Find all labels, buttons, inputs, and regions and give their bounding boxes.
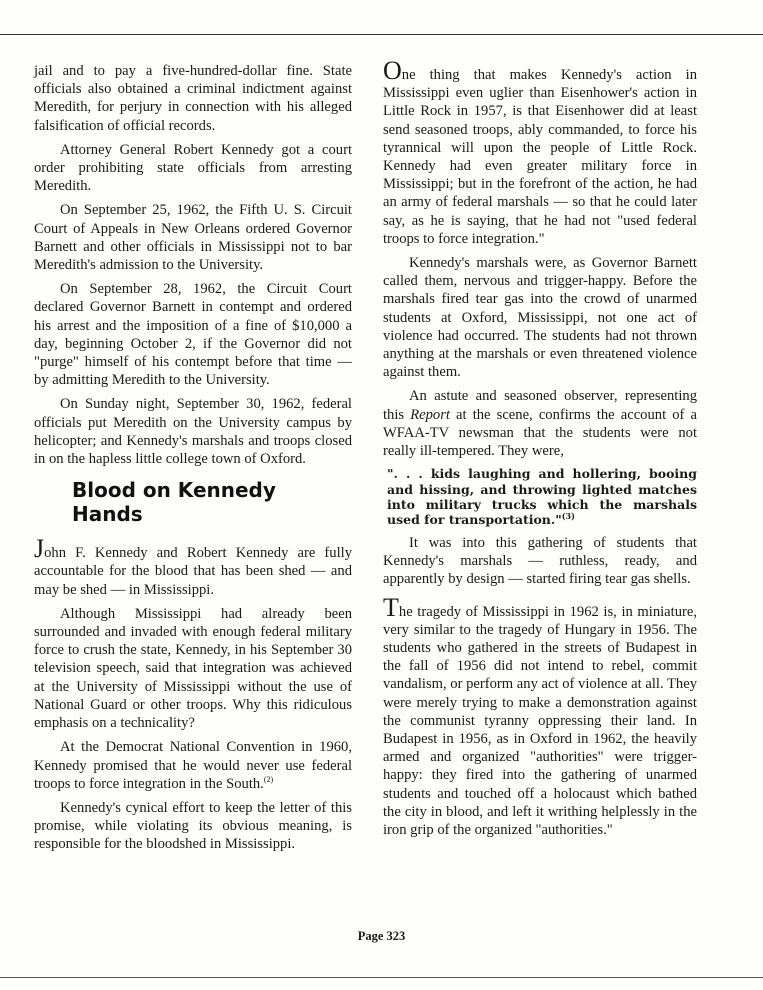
footnote-marker: (2): [263, 774, 274, 784]
footnote-marker: (3): [561, 511, 575, 522]
right-column: [383, 56, 697, 845]
drop-cap: J: [34, 534, 45, 564]
paragraph: [383, 592, 697, 840]
drop-cap: O: [383, 56, 402, 85]
left-column: [34, 62, 352, 860]
paragraph-text: ne thing that makes Kennedy's action in Mississippi even uglier than Eisenhower's action in Little Rock in 1957, is that Eisenhower did at least send seasoned troops, ably commanded, to force his tyrannical will upon the people of Little Rock. Kennedy had even greater military force in Mississippi; but in the forefront of the action, he had an army of federal marshals — so that he could later say, as he is saying, that he had not "used federal troops to force integration.": [383, 67, 697, 247]
paragraph: Attorney General Robert Kennedy got a court order prohibiting state officials from arresting Meredith.: [34, 141, 352, 195]
paragraph: Although Mississippi had already been surrounded and invaded with enough federal military force to crush the state, Kennedy, in his September 30 television speech, said that integration was achieved at the University of Mississippi without the use of National Guard or other troops. Why this ridiculous emphasis on a technicality?: [34, 605, 352, 732]
paragraph-text: ohn F. Kennedy and Robert Kennedy are fully accountable for the blood that has been shed — and may be shed — in Mississippi.: [34, 545, 352, 598]
paragraph-text: at the scene, confirms the account of a WFAA-TV newsman that the students were not really ill-tempered. They were,: [383, 406, 697, 460]
paragraph: jail and to pay a five-hundred-dollar fine. State officials also obtained a criminal indictment against Meredith, for perjury in connection with his alleged falsification of official records.: [34, 63, 352, 134]
paragraph: It was into this gathering of students that Kennedy's marshals — ruthless, ready, and apparently by design — started firing tear gas shells.: [383, 534, 697, 588]
paragraph-text: At the Democrat National Convention in 1960, Kennedy promised that he would never use federal troops to force integration in the South.: [34, 739, 352, 792]
drop-cap: T: [383, 592, 399, 622]
block-quote: [383, 466, 697, 528]
paragraph: [383, 56, 697, 248]
paragraph: On September 28, 1962, the Circuit Court declared Governor Barnett in contempt and ordered his arrest and the imposition of a fine of $10,000 a day, beginning October 2, if the Governor did not "purge" himself of his contempt before that time — by admitting Meredith to the University.: [34, 281, 352, 389]
page-number: Page 323: [357, 929, 406, 943]
paragraph: [34, 534, 352, 599]
paragraph: Kennedy's marshals were, as Governor Barnett called them, nervous and trigger-happy. Before the marshals fired tear gas into the crowd of unarmed students at Oxford, Mississippi, not one act of violence had occurred. The students had not thrown anything at the marshals or even threatened violence against them.: [383, 255, 697, 381]
paragraph: Kennedy's cynical effort to keep the letter of this promise, while violating its obvious meaning, is responsible for the bloodshed in Mississippi.: [34, 799, 352, 853]
paragraph-text: he tragedy of Mississippi in 1962 is, in miniature, very similar to the tragedy of Hungary in 1956. The students who gathered in the streets of Budapest in the fall of 1956 did not intend to rebel, commit vandalism, or perform any act of violence at all. They were merely trying to make a demonstration against the communist tyranny oppressing their land. In Budapest in 1956, as in Oxford in 1962, the heavily armed and organized "authorities" were trigger-happy: they fired into the gathering of unarmed students and touched off a holocaust which bathed the city in blood, and left it writhing helplessly in the iron grip of the organized "authorities.": [383, 603, 697, 838]
paragraph: [383, 387, 697, 460]
section-heading: Blood on Kennedy Hands: [72, 478, 276, 527]
paragraph: On Sunday night, September 30, 1962, federal officials put Meredith on the University campus by helicopter; and Kennedy's marshals and troops closed in on the hapless little college town of Oxford.: [34, 396, 352, 468]
top-rule: [0, 34, 763, 35]
paragraph: On September 25, 1962, the Fifth U. S. Circuit Court of Appeals in New Orleans ordered Governor Barnett and other officials in Mississippi not to bar Meredith's admission to the University.: [34, 202, 352, 274]
quote-text: [387, 466, 697, 528]
bottom-rule: [0, 977, 763, 978]
paragraph: [34, 738, 352, 793]
quote-body: ". . . kids laughing and hollering, booing and hissing, and throwing lighted matches into military trucks which the marshals used for transportation.": [387, 466, 697, 528]
paragraph-text: An astute and seasoned observer, representing this: [383, 388, 697, 423]
publication-title: Report: [410, 406, 450, 423]
